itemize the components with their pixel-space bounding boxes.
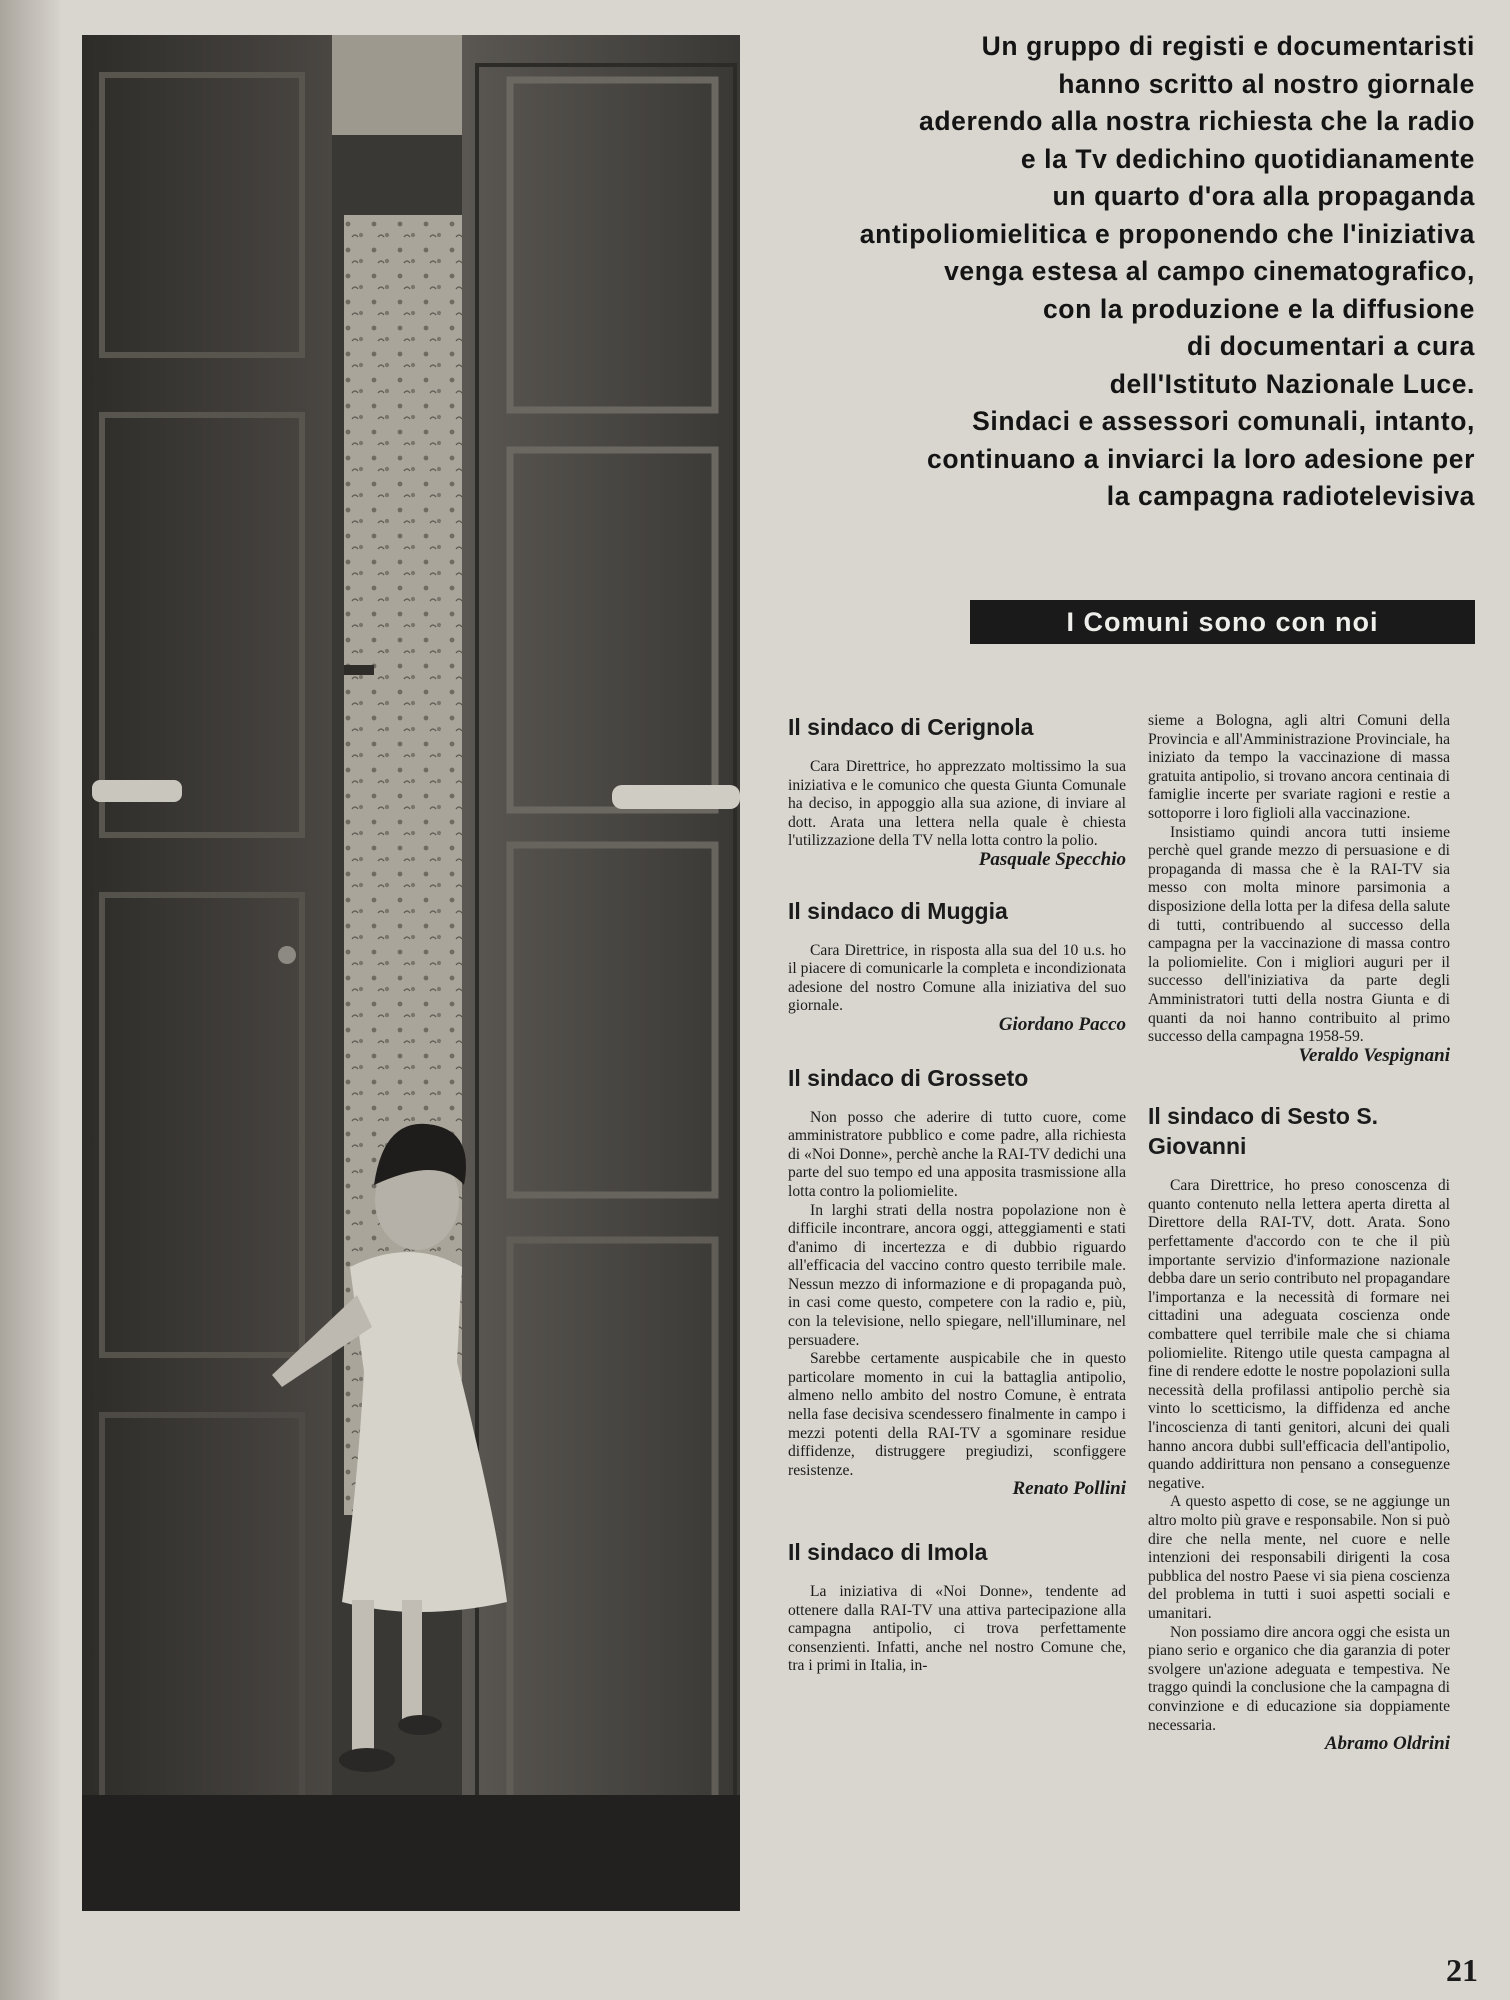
signature: Abramo Oldrini [1324,1733,1450,1755]
heading-cerignola: Il sindaco di Cerignola [788,714,1034,740]
column-right [1148,712,1450,1754]
intro-line: Un gruppo di registi e documentaristi [981,31,1475,61]
signature: Renato Pollini [1012,1478,1126,1500]
intro-line: dell'Istituto Nazionale Luce. [1109,368,1475,399]
signature: Giordano Pacco [998,1013,1126,1035]
intro-line: hanno scritto al nostro giornale [1058,68,1475,99]
intro-line: e la Tv dedichino quotidianamente [1020,143,1475,174]
heading-grosseto: Il sindaco di Grosseto [788,1064,1029,1091]
letter-paragraph: Non posso che aderire di tutto cuore, come amministratore pubblico e come padre, alla richiesta di «Noi Donne», perchè anche la RAI-TV dedichi una parte del suo tempo ed una apposita trasmissione alla lotta contro la poliomielite. [788,1108,1126,1200]
letter-paragraph: Non possiamo dire ancora oggi che esista un piano serio e organico che dia garanzia di poter svolgere un'azione adeguata e tempestiva. Ne traggo quindi la conclusione che la campagna di convinzione e di educazione sia doppiamente necessaria. [1148,1623,1450,1734]
letter-paragraph: La iniziativa di «Noi Donne», tendente ad ottenere dalla RAI-TV una attiva partecipazione alla campagna antipolio, ci trova perfettamente consenzienti. Infatti, anche nel nostro Comune che, tra i primi in Italia, in- [788,1583,1126,1675]
binding-shadow [0,0,60,2000]
letter-paragraph: Insistiamo quindi ancora tutti insieme perchè quel grande mezzo di persuasione e di propaganda di massa che è la RAI-TV sia messo con molta minore parsimonia a disposizione della lotta per la difesa della salute di tutti, contribuendo al successo della campagna per la vaccinazione di massa contro la poliomielite. Con i migliori auguri per il successo dell'iniziativa da parte degli Amministratori tutti della nostra Giunta e di quanti da noi hanno contribuito al primo successo della campagna 1958-59. [1148,823,1450,1046]
intro-line: un quarto d'ora alla propaganda [1052,181,1475,211]
heading-sesto: Il sindaco di Sesto S. Giovanni [1148,1103,1379,1160]
page-number: 21 [1446,1952,1478,1988]
letter-paragraph: A questo aspetto di cose, se ne aggiunge un altro molto più grave e responsabile. Non si può dire che nella mente, nel cuore e nelle intenzioni dei responsabili dirigenti la cosa pubblica del nostro Paese vi sia piena coscienza del problema in tutti i suoi aspetti sociali e umanitari. [1148,1493,1450,1622]
heading-imola: Il sindaco di Imola [788,1539,988,1565]
intro-line: continuano a inviarci la loro adesione per [927,443,1475,474]
intro-line: di documentari a cura [1187,331,1475,361]
letter-paragraph: Cara Direttrice, in risposta alla sua del 10 u.s. ho il piacere di comunicarle la completa e incondizionata adesione del nostro Comune alla iniziativa del suo giornale. [788,941,1126,1015]
column-left [788,712,1126,1676]
section-banner: I Comuni sono con noi [970,600,1475,644]
letter-paragraph: Cara Direttrice, ho apprezzato moltissimo la sua iniziativa e le comunico che questa Giunta Comunale ha deciso, in appoggio alla sua azione, di inviare al dott. Arata una lettera nella quale è chiesta l'utilizzazione della TV nella lotta contro la polio. [788,758,1126,850]
letter-paragraph: Sarebbe certamente auspicabile che in questo particolare momento in cui la battaglia antipolio, almeno nello ambito del nostro Comune, è entrata nella fase decisiva scendessero finalmente in campo i mezzi potenti della RAI-TV a sgominare residue diffidenze, distruggere pregiudizi, sconfiggere resistenze. [788,1350,1126,1479]
intro-text [760,28,1475,516]
heading-muggia: Il sindaco di Muggia [788,897,1008,924]
intro-line: venga estesa al campo cinematografico, [944,256,1475,286]
photo-child-at-door [82,35,740,1911]
intro-line: con la produzione e la diffusione [1042,293,1475,324]
signature: Pasquale Specchio [978,848,1126,870]
intro-line: antipoliomielitica e proponendo che l'iniziativa [859,218,1475,249]
letter-paragraph: sieme a Bologna, agli altri Comuni della Provincia e all'Amministrazione Provinciale, ha iniziato da tempo la vaccinazione di massa gratuita antipolio, si trovano ancora centinaia di famiglie incerte per svariate ragioni e restie a sottoporre i loro figlioli alla vaccinazione. [1148,712,1450,822]
letter-paragraph: Cara Direttrice, ho preso conoscenza di quanto contenuto nella lettera aperta diretta al Direttore della RAI-TV, dott. Arata. Sono perfettamente d'accordo con te che il più importante servizio d'informazione nazionale debba dare un serio contributo nel propagandare l'importanza e la necessità di formare nei cittadini una adeguata coscienza onde combattere quel terribile male che si chiama poliomielite. Ritengo utile questa campagna al fine di rendere edotte le nostre popolazioni sulla necessità della profilassi antipolio perchè sia vinto lo scetticismo, la diffidenza ed anche l'incoscienza di tanti genitori, alcuni dei quali hanno ancora dubbi sull'efficacia dell'antipolio, quando addirittura non pensano a conseguenze negative. [1148,1177,1450,1492]
letter-paragraph: In larghi strati della nostra popolazione non è difficile incontrare, ancora oggi, atteggiamenti e stati d'animo di incertezza e di dubbio riguardo all'efficacia del vaccino contro questo terribile male. Nessun mezzo di informazione e di propaganda può, in casi come questo, competere con la radio e, più, con la televisione, nello spiegare, nell'illuminare, nel persuadere. [788,1201,1126,1349]
intro-line: la campagna radiotelevisiva [1106,481,1475,511]
intro-line: Sindaci e assessori comunali, intanto, [972,406,1475,436]
intro-line: aderendo alla nostra richiesta che la radio [919,106,1475,136]
signature: Veraldo Vespignani [1298,1044,1450,1066]
